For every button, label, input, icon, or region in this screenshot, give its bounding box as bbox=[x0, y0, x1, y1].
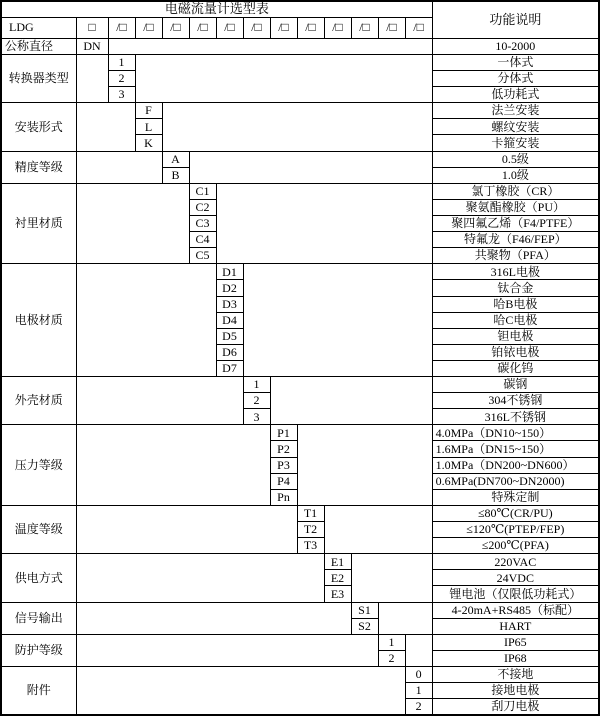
option-description: 钛合金 bbox=[432, 280, 599, 296]
category-label: 公称直径 bbox=[1, 38, 76, 54]
empty-spacer bbox=[76, 554, 324, 602]
option-code: C4 bbox=[189, 232, 216, 248]
option-code: 3 bbox=[243, 409, 270, 425]
empty-spacer bbox=[76, 183, 189, 264]
option-row bbox=[1, 425, 599, 441]
option-code: P1 bbox=[270, 425, 297, 441]
option-description: 碳钢 bbox=[432, 377, 599, 393]
option-description: IP65 bbox=[432, 634, 599, 650]
option-code: 2 bbox=[243, 393, 270, 409]
option-code: D3 bbox=[216, 296, 243, 312]
option-code: 1 bbox=[405, 683, 432, 699]
empty-spacer bbox=[108, 38, 432, 54]
category-label: 电极材质 bbox=[1, 264, 76, 377]
option-code: F bbox=[135, 103, 162, 119]
selection-table-body bbox=[1, 1, 599, 715]
category-label: 外壳材质 bbox=[1, 377, 76, 425]
option-description: 卡箍安装 bbox=[432, 135, 599, 151]
option-description: 低功耗式 bbox=[432, 87, 599, 103]
option-code: E1 bbox=[324, 554, 351, 570]
option-code: 1 bbox=[108, 54, 135, 70]
option-code: C5 bbox=[189, 248, 216, 264]
option-row bbox=[1, 54, 599, 70]
option-description: 不接地 bbox=[432, 667, 599, 683]
code-box-placeholder: /□ bbox=[324, 17, 351, 38]
option-code: A bbox=[162, 151, 189, 167]
option-description: 碳化钨 bbox=[432, 360, 599, 376]
option-description: 聚四氟乙烯（F4/PTFE） bbox=[432, 215, 599, 231]
option-row bbox=[1, 151, 599, 167]
empty-spacer bbox=[135, 54, 432, 102]
option-row bbox=[1, 554, 599, 570]
option-code: 1 bbox=[378, 634, 405, 650]
model-prefix: LDG bbox=[1, 17, 76, 38]
option-description: 哈C电极 bbox=[432, 312, 599, 328]
empty-spacer bbox=[162, 103, 432, 151]
option-description: 316L不锈钢 bbox=[432, 409, 599, 425]
title-row bbox=[1, 1, 599, 17]
option-code: P3 bbox=[270, 457, 297, 473]
category-label: 精度等级 bbox=[1, 151, 76, 183]
option-description: 锂电池（仅限低功耗式） bbox=[432, 586, 599, 602]
option-description: 共聚物（PFA） bbox=[432, 248, 599, 264]
code-box-placeholder: /□ bbox=[162, 17, 189, 38]
option-code: P2 bbox=[270, 441, 297, 457]
function-description-header: 功能说明 bbox=[432, 1, 599, 38]
option-description: 哈B电极 bbox=[432, 296, 599, 312]
empty-spacer bbox=[76, 602, 351, 634]
option-description: 24VDC bbox=[432, 570, 599, 586]
option-code: 1 bbox=[243, 377, 270, 393]
code-box-placeholder: /□ bbox=[297, 17, 324, 38]
option-code: 0 bbox=[405, 667, 432, 683]
category-label: 压力等级 bbox=[1, 425, 76, 506]
empty-spacer bbox=[351, 554, 432, 602]
empty-spacer bbox=[189, 151, 432, 183]
option-description: 氯丁橡胶（CR） bbox=[432, 183, 599, 199]
option-description: 0.6MPa(DN700~DN2000) bbox=[432, 473, 599, 489]
option-code: S1 bbox=[351, 602, 378, 618]
option-description: 0.5级 bbox=[432, 151, 599, 167]
empty-spacer bbox=[405, 634, 432, 666]
option-code: 3 bbox=[108, 87, 135, 103]
empty-spacer bbox=[76, 634, 378, 666]
option-description: 聚氨酯橡胶（PU） bbox=[432, 199, 599, 215]
option-description: 法兰安装 bbox=[432, 103, 599, 119]
empty-spacer bbox=[297, 425, 432, 506]
code-box-placeholder: /□ bbox=[189, 17, 216, 38]
category-label: 供电方式 bbox=[1, 554, 76, 602]
category-label: 衬里材质 bbox=[1, 183, 76, 264]
option-code: E3 bbox=[324, 586, 351, 602]
option-description: 1.0MPa（DN200~DN600） bbox=[432, 457, 599, 473]
option-description: 钽电极 bbox=[432, 328, 599, 344]
option-row bbox=[1, 667, 599, 683]
category-label: 转换器类型 bbox=[1, 54, 76, 102]
code-box-placeholder: □ bbox=[76, 17, 108, 38]
empty-spacer bbox=[76, 151, 162, 183]
empty-spacer bbox=[216, 183, 432, 264]
option-code: P4 bbox=[270, 473, 297, 489]
option-code: D5 bbox=[216, 328, 243, 344]
empty-spacer bbox=[270, 377, 432, 425]
option-code: T1 bbox=[297, 505, 324, 521]
option-code: DN bbox=[76, 38, 108, 54]
category-label: 防护等级 bbox=[1, 634, 76, 666]
option-description: 一体式 bbox=[432, 54, 599, 70]
option-code: K bbox=[135, 135, 162, 151]
option-row bbox=[1, 264, 599, 280]
code-box-placeholder: /□ bbox=[108, 17, 135, 38]
option-row bbox=[1, 183, 599, 199]
option-row bbox=[1, 602, 599, 618]
code-box-placeholder: /□ bbox=[351, 17, 378, 38]
option-description: 1.0级 bbox=[432, 167, 599, 183]
option-code: T3 bbox=[297, 538, 324, 554]
code-box-placeholder: /□ bbox=[135, 17, 162, 38]
option-row bbox=[1, 103, 599, 119]
option-description: 4-20mA+RS485（标配） bbox=[432, 602, 599, 618]
option-description: 分体式 bbox=[432, 70, 599, 86]
empty-spacer bbox=[76, 505, 297, 553]
option-code: Pn bbox=[270, 489, 297, 505]
option-code: 2 bbox=[108, 70, 135, 86]
code-box-placeholder: /□ bbox=[270, 17, 297, 38]
option-code: D2 bbox=[216, 280, 243, 296]
empty-spacer bbox=[76, 667, 405, 715]
empty-spacer bbox=[378, 602, 432, 634]
option-row bbox=[1, 634, 599, 650]
code-box-placeholder: /□ bbox=[378, 17, 405, 38]
category-label: 信号输出 bbox=[1, 602, 76, 634]
option-code: 2 bbox=[405, 699, 432, 715]
empty-spacer bbox=[76, 425, 270, 506]
option-code: C1 bbox=[189, 183, 216, 199]
option-description: 4.0MPa（DN10~150） bbox=[432, 425, 599, 441]
option-description: IP68 bbox=[432, 650, 599, 666]
option-row bbox=[1, 505, 599, 521]
option-description: 接地电极 bbox=[432, 683, 599, 699]
category-label: 安装形式 bbox=[1, 103, 76, 151]
option-code: C2 bbox=[189, 199, 216, 215]
option-code: 2 bbox=[378, 650, 405, 666]
option-code: E2 bbox=[324, 570, 351, 586]
option-code: B bbox=[162, 167, 189, 183]
option-description: 1.6MPa（DN15~150） bbox=[432, 441, 599, 457]
option-description: 特氟龙（F46/FEP） bbox=[432, 232, 599, 248]
category-label: 温度等级 bbox=[1, 505, 76, 553]
category-label: 附件 bbox=[1, 667, 76, 715]
option-description: ≤120℃(PTEP/FEP) bbox=[432, 522, 599, 538]
option-description: 304不锈钢 bbox=[432, 393, 599, 409]
option-row bbox=[1, 377, 599, 393]
empty-spacer bbox=[76, 54, 108, 102]
option-description: ≤80℃(CR/PU) bbox=[432, 505, 599, 521]
option-code: D4 bbox=[216, 312, 243, 328]
option-description: 10-2000 bbox=[432, 38, 599, 54]
option-description: 316L电极 bbox=[432, 264, 599, 280]
option-description: 刮刀电极 bbox=[432, 699, 599, 715]
option-code: S2 bbox=[351, 618, 378, 634]
option-description: 220VAC bbox=[432, 554, 599, 570]
option-code: T2 bbox=[297, 522, 324, 538]
empty-spacer bbox=[243, 264, 432, 377]
option-description: ≤200℃(PFA) bbox=[432, 538, 599, 554]
sheet-title: 电磁流量计选型表 bbox=[1, 1, 432, 17]
option-description: 特殊定制 bbox=[432, 489, 599, 505]
option-code: L bbox=[135, 119, 162, 135]
option-code: D6 bbox=[216, 344, 243, 360]
code-box-placeholder: /□ bbox=[243, 17, 270, 38]
empty-spacer bbox=[324, 505, 432, 553]
option-description: 螺纹安装 bbox=[432, 119, 599, 135]
option-code: D1 bbox=[216, 264, 243, 280]
empty-spacer bbox=[76, 103, 135, 151]
option-description: HART bbox=[432, 618, 599, 634]
empty-spacer bbox=[76, 377, 243, 425]
option-code: C3 bbox=[189, 215, 216, 231]
code-box-placeholder: /□ bbox=[405, 17, 432, 38]
empty-spacer bbox=[76, 264, 216, 377]
code-box-placeholder: /□ bbox=[216, 17, 243, 38]
option-code: D7 bbox=[216, 360, 243, 376]
option-row bbox=[1, 38, 599, 54]
option-description: 铂铱电极 bbox=[432, 344, 599, 360]
